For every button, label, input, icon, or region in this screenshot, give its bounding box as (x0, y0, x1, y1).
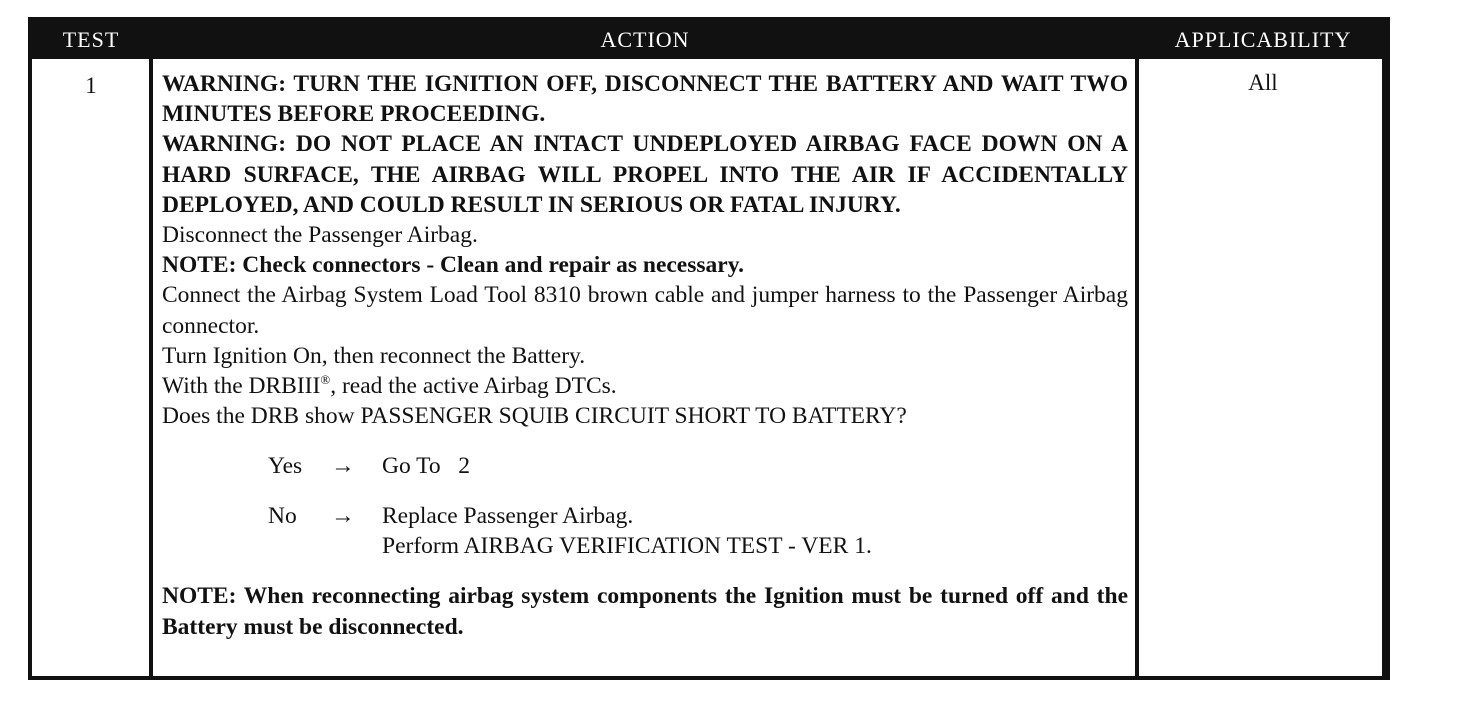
step-read-dtcs-suffix: , read the active Airbag DTCs. (330, 373, 617, 400)
header-test: TEST (62, 27, 120, 52)
column-divider (1135, 59, 1139, 680)
arrow-icon: → (331, 453, 355, 480)
test-number: 1 (85, 73, 97, 98)
warning-ignition-off: WARNING: TURN THE IGNITION OFF, DISCONNECT THE BATTERY AND WAIT TWO MINUTES BEFORE PROCEEDING. (162, 71, 1128, 128)
diagnostic-test-table (28, 17, 1390, 680)
outcome-result: Replace Passenger Airbag. (382, 503, 634, 530)
note-reconnecting: NOTE: When reconnecting airbag system components the Ignition must be turned off and the Battery must be disconnected. (162, 583, 1128, 640)
step-ignition-on: Turn Ignition On, then reconnect the Battery. (162, 342, 586, 369)
step-read-dtcs (162, 371, 1128, 401)
header-action: ACTION (600, 27, 690, 52)
warning-airbag-placement: WARNING: DO NOT PLACE AN INTACT UNDEPLOYED AIRBAG FACE DOWN ON A HARD SURFACE, THE AIRBAG WILL PROPEL INTO THE AIR IF ACCIDENTALLY DEPLOYED, AND COULD RESULT IN SERIOUS OR FATAL INJURY. (162, 131, 1128, 218)
outcome-answer: Yes (268, 453, 303, 480)
step-read-dtcs-prefix: With the DRBIII (162, 373, 321, 400)
applicability-value: All (1248, 70, 1278, 95)
registered-mark: ® (320, 372, 331, 388)
note-check-connectors: NOTE: Check connectors - Clean and repair as necessary. (162, 252, 745, 279)
arrow-icon: → (331, 503, 355, 530)
column-divider (149, 59, 153, 680)
outcome-yes (268, 451, 1128, 481)
outcome-no-continued (268, 531, 1128, 561)
table-header (32, 21, 1386, 59)
outcome-no (268, 501, 1128, 531)
outcome-answer: No (268, 503, 297, 530)
action-cell (162, 69, 1128, 642)
outcome-result-line2: Perform AIRBAG VERIFICATION TEST - VER 1. (382, 533, 872, 560)
outcome-result: Go To 2 (382, 453, 471, 480)
step-connect-load-tool: Connect the Airbag System Load Tool 8310 brown cable and jumper harness to the Passenger Airbag connector. (162, 282, 1128, 339)
step-disconnect-airbag: Disconnect the Passenger Airbag. (162, 222, 478, 249)
header-applicability: APPLICABILITY (1174, 27, 1352, 52)
column-divider (1382, 59, 1386, 680)
test-question: Does the DRB show PASSENGER SQUIB CIRCUIT SHORT TO BATTERY? (162, 403, 907, 430)
